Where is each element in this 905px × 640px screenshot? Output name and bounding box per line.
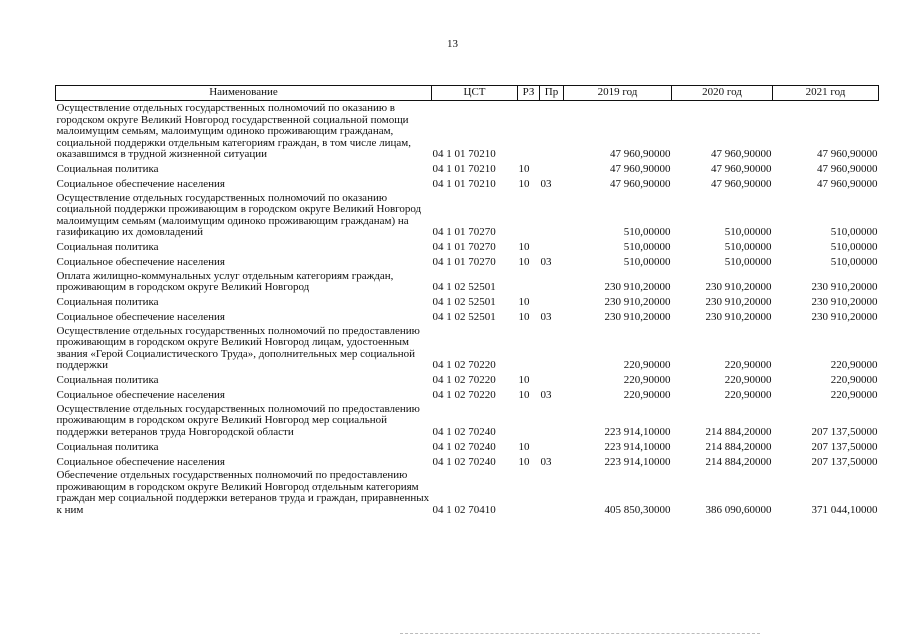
cell-rz: 10: [518, 178, 530, 190]
cell-cst: 04 1 02 70220: [432, 374, 496, 386]
cell-y2020: 220,90000: [724, 389, 772, 401]
table-row: [56, 176, 879, 191]
cell-y2019: 220,90000: [623, 389, 671, 401]
cell-y2019: 47 960,90000: [610, 178, 671, 190]
cell-y2021: 207 137,50000: [811, 425, 878, 438]
cell-y2021: 371 044,10000: [811, 503, 878, 516]
cell-rz: [518, 324, 540, 372]
cell-rz: 10: [518, 389, 530, 401]
cell-y2019: 220,90000: [623, 359, 671, 371]
cell-y2019: 223 914,10000: [604, 440, 671, 453]
cell-name: Социальное обеспечение населения: [56, 455, 225, 468]
cell-y2019: 223 914,10000: [604, 425, 671, 438]
cell-pr: [540, 372, 564, 387]
cell-rz: 10: [518, 256, 530, 268]
cell-name: Социальная политика: [56, 440, 159, 453]
cell-name: Социальная политика: [56, 241, 159, 253]
cell-y2019: 230 910,20000: [604, 311, 671, 323]
header-pr: Пр: [540, 86, 564, 101]
table-row: [56, 269, 879, 294]
cell-name: Обеспечение отдельных государственных полномочий по предоставлению проживающим в городском округе Великий Новгород отдельным категориям граждан мер социальной поддержки ветеранов труда и граждан, приравненных к ним: [56, 469, 430, 516]
cell-pr: 03: [540, 389, 552, 401]
cell-y2020: 220,90000: [724, 374, 772, 386]
cell-rz: 10: [518, 163, 530, 175]
cell-rz: [518, 468, 540, 516]
cell-y2020: 230 910,20000: [705, 311, 772, 323]
cell-name: Социальное обеспечение населения: [56, 311, 225, 323]
cell-cst: 04 1 02 70240: [432, 425, 496, 438]
cell-y2020: 214 884,20000: [705, 440, 772, 453]
table-row: [56, 191, 879, 239]
cell-rz: [518, 101, 540, 161]
header-2020: 2020 год: [672, 86, 773, 101]
cell-name: Социальная политика: [56, 163, 159, 175]
table-row: [56, 387, 879, 402]
cell-y2021: 230 910,20000: [811, 296, 878, 308]
table-body: [56, 101, 879, 517]
cell-rz: 10: [518, 455, 530, 468]
cell-rz: [518, 402, 540, 439]
cell-y2021: 47 960,90000: [817, 148, 878, 160]
cell-y2020: 230 910,20000: [705, 281, 772, 293]
page-number: 13: [447, 38, 458, 50]
cell-y2020: 47 960,90000: [711, 148, 772, 160]
cell-cst: 04 1 02 70220: [432, 389, 496, 401]
cell-y2020: 230 910,20000: [705, 296, 772, 308]
cell-pr: 03: [540, 455, 552, 468]
cell-name: Социальное обеспечение населения: [56, 389, 225, 401]
cell-y2019: 405 850,30000: [604, 503, 671, 516]
cell-y2019: 220,90000: [623, 374, 671, 386]
cell-cst: 04 1 01 70210: [432, 163, 496, 175]
cell-y2020: 47 960,90000: [711, 163, 772, 175]
page-bottom-edge: [400, 633, 760, 635]
cell-pr: 03: [540, 178, 552, 190]
table-row: [56, 453, 879, 468]
header-2021: 2021 год: [773, 86, 879, 101]
cell-cst: 04 1 02 52501: [432, 281, 496, 293]
cell-cst: 04 1 02 70240: [432, 455, 496, 468]
cell-y2021: 230 910,20000: [811, 281, 878, 293]
table-row: [56, 239, 879, 254]
cell-y2021: 47 960,90000: [817, 178, 878, 190]
cell-y2019: 230 910,20000: [604, 296, 671, 308]
table-row: [56, 438, 879, 453]
cell-cst: 04 1 02 70220: [432, 359, 496, 371]
cell-pr: 03: [540, 256, 552, 268]
table-row: [56, 294, 879, 309]
cell-cst: 04 1 01 70270: [432, 226, 496, 238]
table-row: [56, 254, 879, 269]
cell-pr: [540, 239, 564, 254]
table-row: [56, 402, 879, 439]
table-row: [56, 101, 879, 161]
header-rz: РЗ: [518, 86, 540, 101]
cell-cst: 04 1 01 70210: [432, 178, 496, 190]
table-header-row: [56, 86, 879, 101]
cell-y2021: 230 910,20000: [811, 311, 878, 323]
cell-y2021: 510,00000: [830, 256, 878, 268]
cell-pr: [540, 294, 564, 309]
table-row: [56, 468, 879, 516]
cell-y2021: 510,00000: [830, 241, 878, 253]
cell-pr: [540, 438, 564, 453]
cell-y2020: 510,00000: [724, 226, 772, 238]
header-cst: ЦСТ: [432, 86, 518, 101]
cell-pr: [540, 402, 564, 439]
cell-y2020: 214 884,20000: [705, 455, 772, 468]
table-row: [56, 161, 879, 176]
table-row: [56, 324, 879, 372]
cell-rz: 10: [518, 241, 530, 253]
cell-pr: [540, 161, 564, 176]
header-name: Наименование: [56, 86, 432, 101]
cell-name: Осуществление отдельных государственных полномочий по предоставлению проживающим в городском округе Великий Новгород лицам, удостоенным звания «Герой Социалистического Труда», дополнительных мер социальной поддержки: [56, 324, 420, 371]
cell-name: Социальное обеспечение населения: [56, 178, 225, 190]
cell-y2021: 207 137,50000: [811, 440, 878, 453]
cell-name: Осуществление отдельных государственных полномочий по предоставлению проживающим в городском округе Великий Новгород мер социальной поддержки ветеранов труда Новгородской области: [56, 402, 420, 438]
cell-cst: 04 1 02 70410: [432, 503, 496, 516]
cell-y2020: 47 960,90000: [711, 178, 772, 190]
budget-table: [55, 85, 879, 516]
cell-y2019: 510,00000: [623, 256, 671, 268]
cell-pr: [540, 324, 564, 372]
cell-rz: [518, 269, 540, 294]
cell-y2019: 510,00000: [623, 241, 671, 253]
cell-pr: [540, 191, 564, 239]
cell-y2019: 230 910,20000: [604, 281, 671, 293]
cell-y2020: 510,00000: [724, 256, 772, 268]
cell-y2021: 510,00000: [830, 226, 878, 238]
cell-rz: [518, 191, 540, 239]
cell-name: Социальная политика: [56, 374, 159, 386]
cell-pr: [540, 269, 564, 294]
cell-y2021: 220,90000: [830, 374, 878, 386]
cell-rz: 10: [518, 296, 530, 308]
cell-cst: 04 1 02 70240: [432, 440, 496, 453]
cell-name: Социальное обеспечение населения: [56, 256, 225, 268]
cell-rz: 10: [518, 311, 530, 323]
cell-y2019: 47 960,90000: [610, 148, 671, 160]
cell-pr: 03: [540, 311, 552, 323]
cell-name: Социальная политика: [56, 296, 159, 308]
cell-pr: [540, 101, 564, 161]
cell-y2020: 214 884,20000: [705, 425, 772, 438]
cell-rz: 10: [518, 440, 530, 453]
cell-name: Осуществление отдельных государственных полномочий по оказанию в городском округе Великий Новгород государственной социальной помощи малоимущим семьям, малоимущим одиноко проживающим гражданам, социальной поддержки отдельным категориям граждан, в том числе лицам, оказавшимся в трудной жизненной ситуации: [56, 102, 411, 160]
cell-y2021: 220,90000: [830, 389, 878, 401]
cell-name: Оплата жилищно-коммунальных услуг отдельным категориям граждан, проживающим в городском округе Великий Новгород: [56, 269, 394, 293]
cell-y2019: 47 960,90000: [610, 163, 671, 175]
cell-cst: 04 1 01 70270: [432, 256, 496, 268]
cell-y2020: 386 090,60000: [705, 503, 772, 516]
header-2019: 2019 год: [564, 86, 672, 101]
cell-cst: 04 1 01 70210: [432, 148, 496, 160]
cell-rz: 10: [518, 374, 530, 386]
cell-y2020: 510,00000: [724, 241, 772, 253]
cell-cst: 04 1 01 70270: [432, 241, 496, 253]
cell-y2020: 220,90000: [724, 359, 772, 371]
cell-cst: 04 1 02 52501: [432, 296, 496, 308]
cell-y2019: 223 914,10000: [604, 455, 671, 468]
cell-y2021: 220,90000: [830, 359, 878, 371]
cell-name: Осуществление отдельных государственных полномочий по оказанию социальной поддержки проживающим в городском округе Великий Новгород малоимущим семьям (малоимущим одиноко проживающим гражданам) на газификацию их домовладений: [56, 191, 422, 238]
cell-y2021: 207 137,50000: [811, 455, 878, 468]
cell-pr: [540, 468, 564, 516]
cell-cst: 04 1 02 52501: [432, 311, 496, 323]
cell-y2021: 47 960,90000: [817, 163, 878, 175]
table-row: [56, 372, 879, 387]
cell-y2019: 510,00000: [623, 226, 671, 238]
table-row: [56, 309, 879, 324]
